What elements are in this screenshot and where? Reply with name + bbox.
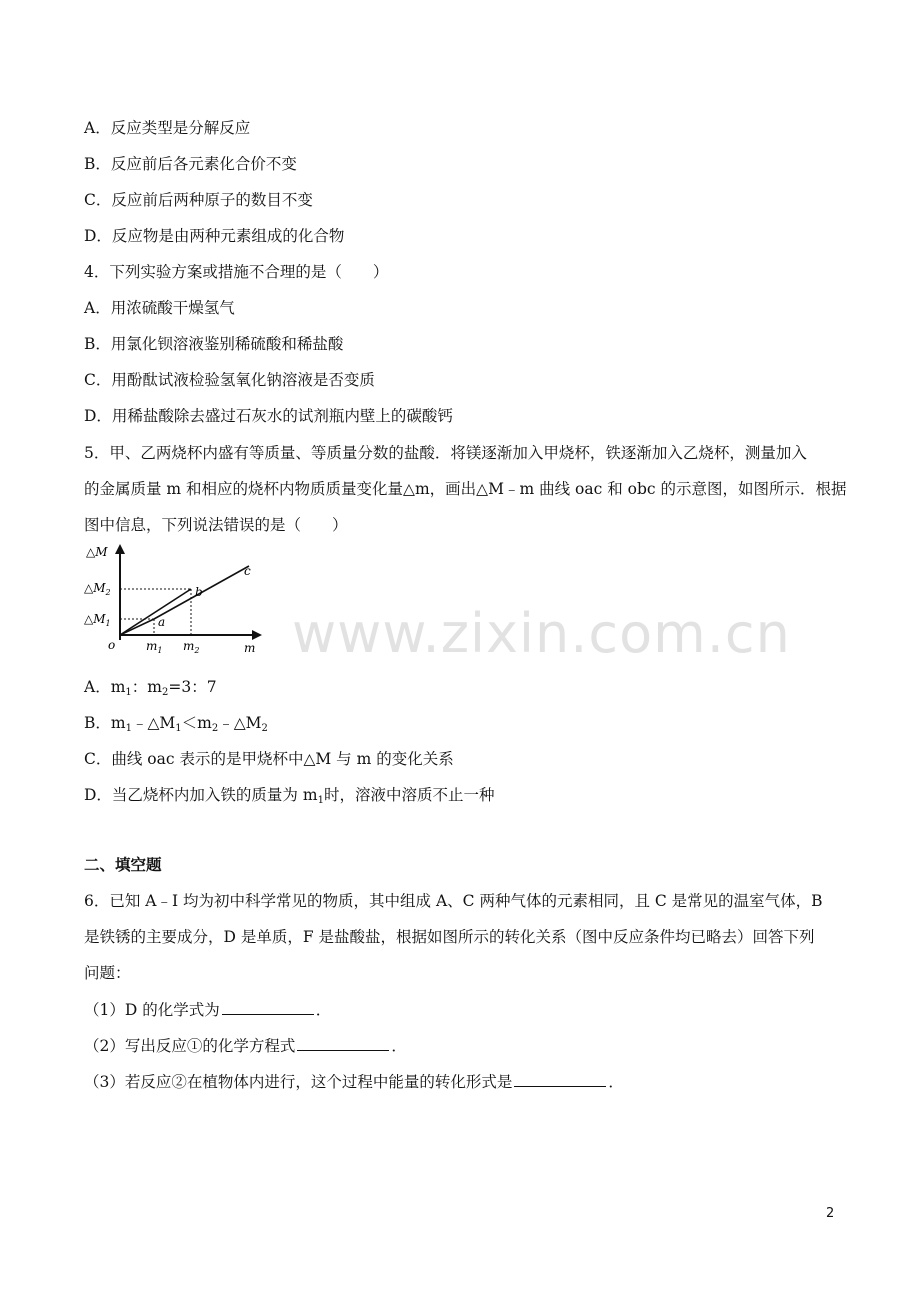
tick-dm2: $\triangle M_2$ bbox=[84, 581, 111, 597]
q5-graph bbox=[84, 542, 269, 660]
q4-option-a: A．用浓硫酸干燥氢气 bbox=[84, 299, 235, 317]
q3-option-b: B．反应前后各元素化合价不变 bbox=[84, 155, 297, 173]
q4-stem: 4．下列实验方案或措施不合理的是（ ） bbox=[84, 263, 389, 281]
answer-blank-2[interactable] bbox=[297, 1035, 389, 1051]
q5-stem-line3: 图中信息，下列说法错误的是（ ） bbox=[84, 516, 348, 534]
q6-stem-line3: 问题： bbox=[84, 964, 131, 982]
answer-blank-3[interactable] bbox=[514, 1071, 606, 1087]
q6-stem-line1: 6．已知 A﹣I 均为初中科学常见的物质，其中组成 A、C 两种气体的元素相同，且 C 是常见的温室气体，B bbox=[84, 892, 823, 910]
q5-option-c: C．曲线 oac 表示的是甲烧杯中△M 与 m 的变化关系 bbox=[84, 750, 454, 768]
q4-option-c: C．用酚酞试液检验氢氧化钠溶液是否变质 bbox=[84, 371, 375, 389]
q5-stem-line1: 5．甲、乙两烧杯内盛有等质量、等质量分数的盐酸．将镁逐渐加入甲烧杯，铁逐渐加入乙烧杯，测量加入 bbox=[84, 444, 807, 462]
q3-option-a: A．反应类型是分解反应 bbox=[84, 119, 251, 137]
tick-m1: $m_1$ bbox=[146, 639, 163, 655]
q5-option-d: D．当乙烧杯内加入铁的质量为 $m_1$时，溶液中溶质不止一种 bbox=[84, 786, 495, 806]
q3-option-c: C．反应前后两种原子的数目不变 bbox=[84, 191, 313, 209]
origin-label: o bbox=[108, 638, 116, 652]
x-axis-arrow bbox=[252, 630, 262, 640]
curve-obc bbox=[120, 589, 191, 635]
q4-option-d: D．用稀盐酸除去盛过石灰水的试剂瓶内壁上的碳酸钙 bbox=[84, 407, 453, 425]
q3-option-d: D．反应物是由两种元素组成的化合物 bbox=[84, 227, 345, 245]
y-axis-label: △M bbox=[86, 545, 108, 559]
x-axis-label: m bbox=[244, 641, 256, 655]
point-a: a bbox=[158, 615, 166, 629]
y-axis-arrow bbox=[115, 544, 125, 554]
q6-part1: （1）D 的化学式为 ． bbox=[84, 1001, 332, 1019]
q4-option-b: B．用氯化钡溶液鉴别稀硫酸和稀盐酸 bbox=[84, 335, 344, 353]
point-c: c bbox=[244, 564, 251, 578]
answer-blank-1[interactable] bbox=[222, 999, 314, 1015]
q5-option-a: A．$m_1$：$m_2=3$：7 bbox=[84, 678, 217, 698]
q5-stem-line2: 的金属质量 m 和相应的烧杯内物质质量变化量△m，画出△M﹣m 曲线 oac 和 obc 的示意图，如图所示．根据 bbox=[84, 480, 847, 498]
q6-part3: （3）若反应②在植物体内进行，这个过程中能量的转化形式是 ． bbox=[84, 1073, 624, 1091]
q5-option-b: B．$m_1﹣\triangle M_1<m_2﹣\triangle M_2$ bbox=[84, 714, 268, 734]
point-b: b bbox=[195, 585, 203, 599]
tick-dm1: $\triangle M_1$ bbox=[84, 612, 111, 628]
tick-m2: $m_2$ bbox=[183, 639, 200, 655]
page-number: 2 bbox=[826, 1206, 835, 1221]
watermark: www.zixin.com.cn bbox=[292, 602, 791, 665]
q6-stem-line2: 是铁锈的主要成分，D 是单质，F 是盐酸盐，根据如图所示的转化关系（图中反应条件均已略去）回答下列 bbox=[84, 928, 815, 946]
section-heading: 二、填空题 bbox=[84, 856, 162, 874]
q6-part2: （2）写出反应①的化学方程式 ． bbox=[84, 1037, 407, 1055]
